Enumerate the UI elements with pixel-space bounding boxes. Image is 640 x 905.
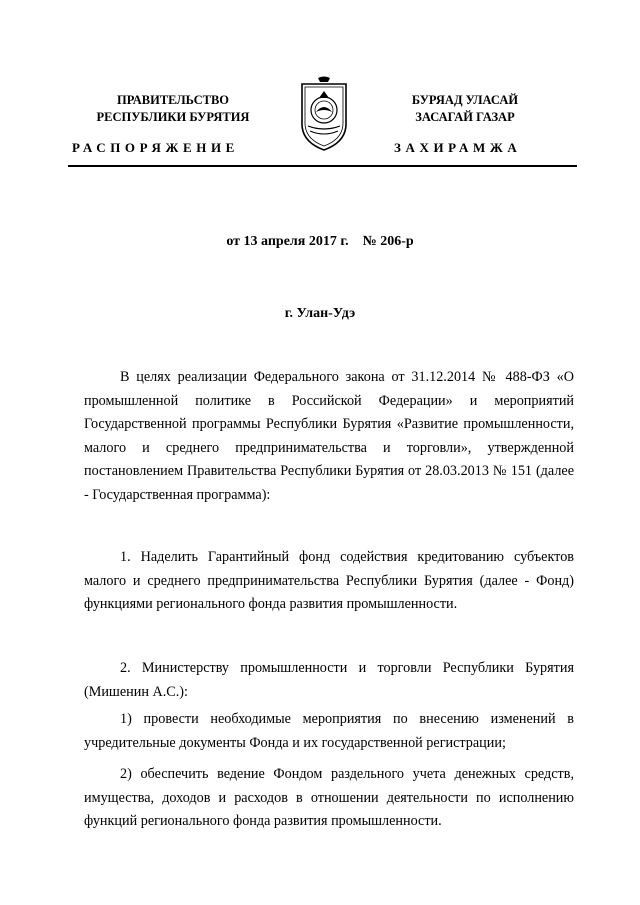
item-2-text: 2. Министерству промышленности и торговли Республики Бурятия (Мишенин А.С.):	[84, 660, 574, 700]
item-2-paragraph	[84, 657, 574, 704]
government-name-russian	[68, 92, 278, 126]
coat-of-arms-of-buryatia-icon	[298, 76, 350, 152]
item-1-text: 1. Наделить Гарантийный фонд содействия кредитованию субъектов малого и среднего предпринимательства Республики Бурятия (далее - Фонд) функциями регионального фонда развития промышленности.	[84, 549, 574, 613]
document-type-buryat: ЗАХИРАМЖА	[394, 140, 522, 155]
header-divider	[68, 165, 577, 167]
order-date-number	[0, 234, 640, 250]
government-name-buryat-line1: БУРЯАД УЛАСАЙ	[411, 93, 519, 107]
preamble-paragraph	[84, 366, 574, 508]
government-name-line1: ПРАВИТЕЛЬСТВО	[116, 93, 230, 107]
government-name-line2: РЕСПУБЛИКИ БУРЯТИЯ	[96, 110, 250, 124]
item-2-2-paragraph	[84, 763, 574, 834]
item-2-1-paragraph	[84, 708, 574, 755]
document-type-russian: РАСПОРЯЖЕНИЕ	[72, 140, 239, 155]
item-2-2-text: 2) обеспечить ведение Фондом раздельного учета денежных средств, имущества, доходов и расходов в отношении деятельности по исполнению функций регионального фонда развития промышленности.	[84, 766, 574, 830]
government-name-buryat	[360, 92, 570, 126]
preamble-text: В целях реализации Федерального закона от 31.12.2014 № 488-ФЗ «О промышленной политике в Российской Федерации» и мероприятий Государственной программы Республики Бурятия «Развитие промышленности, малого и среднего предпринимательства и торговли», утвержденной постановлением Правительства Республики Бурятия от 28.03.2013 № 151 (далее - Государственная программа):	[84, 369, 574, 503]
order-date: от 13 апреля 2017 г.	[226, 234, 349, 249]
government-name-buryat-line2: ЗАСАГАЙ ГАЗАР	[415, 110, 515, 124]
item-2-1-text: 1) провести необходимые мероприятия по внесению изменений в учредительные документы Фонда и их государственной регистрации;	[84, 711, 574, 751]
order-city: г. Улан-Удэ	[284, 306, 356, 321]
order-number: № 206-р	[362, 234, 414, 249]
item-1-paragraph	[84, 546, 574, 617]
